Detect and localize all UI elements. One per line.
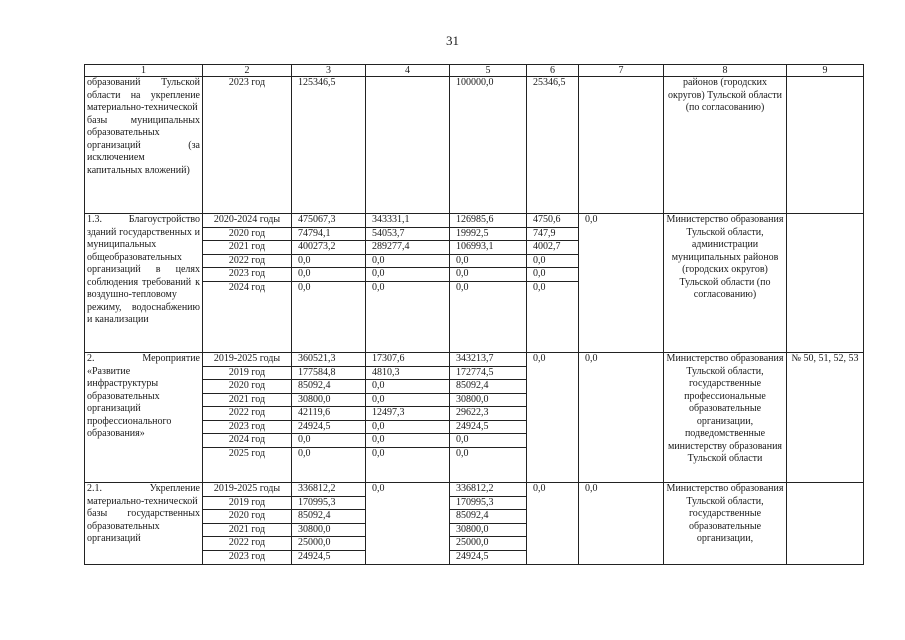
activity-name: 2.1. Укрепление материально-технической базы государственных образовательных организаций (87, 483, 200, 544)
total-amount-cell-value: 85092,4 (292, 380, 365, 394)
regional-budget-cell-value: 0,0 (456, 447, 469, 459)
federal-budget-cell-value: 0,0 (366, 421, 449, 435)
total-amount-cell-value: 74794,1 (292, 228, 365, 242)
total-amount-cell-value: 0,0 (292, 268, 365, 282)
executor-cell (664, 214, 787, 353)
local-budget-cell-value: 4750,6 (527, 214, 578, 228)
regional-budget-cell-value: 30800,0 (450, 394, 526, 408)
regional-budget-cell-value: 100000,0 (456, 77, 494, 88)
total-amount-cell-value: 24924,5 (298, 550, 331, 562)
regional-budget-cell-value: 25000,0 (450, 537, 526, 551)
regional-budget-cell-value: 24924,5 (456, 550, 489, 562)
period-cell-value: 2021 год (203, 241, 291, 255)
activity-name-cell (85, 77, 203, 214)
regional-budget-cell-value: 170995,3 (450, 497, 526, 511)
regional-budget-cell-value: 24924,5 (450, 421, 526, 435)
total-amount-cell-value: 475067,3 (292, 214, 365, 228)
regional-budget-cell-value: 19992,5 (450, 228, 526, 242)
table-row (85, 214, 864, 353)
total-amount-cell (292, 483, 366, 565)
col-number-6: 6 (527, 65, 579, 77)
regional-budget-cell (450, 353, 527, 483)
table-row (85, 353, 864, 483)
col-number-7: 7 (579, 65, 664, 77)
regional-budget-cell (450, 214, 527, 353)
period-cell-value: 2021 год (203, 394, 291, 408)
regional-budget-cell-value: 336812,2 (450, 483, 526, 497)
period-cell-value: 2021 год (203, 524, 291, 538)
executor-cell (664, 483, 787, 565)
total-amount-cell-value: 42119,6 (292, 407, 365, 421)
total-amount-cell-value: 85092,4 (292, 510, 365, 524)
regional-budget-cell-value: 0,0 (450, 434, 526, 448)
federal-budget-cell-value: 289277,4 (366, 241, 449, 255)
total-amount-cell-value: 360521,3 (292, 353, 365, 367)
extrabudget-cell-value: 0,0 (585, 483, 598, 494)
local-budget-cell (527, 214, 579, 353)
period-cell-value: 2022 год (203, 407, 291, 421)
local-budget-cell (527, 483, 579, 565)
period-cell (203, 214, 292, 353)
period-cell-value: 2023 год (228, 550, 266, 562)
period-cell-value: 2020 год (203, 380, 291, 394)
total-amount-cell-value: 0,0 (298, 447, 311, 459)
col-number-8: 8 (664, 65, 787, 77)
extrabudget-cell-value: 0,0 (585, 353, 598, 364)
federal-budget-cell-value: 54053,7 (366, 228, 449, 242)
local-budget-cell-value: 0,0 (527, 268, 578, 282)
regional-budget-cell (450, 77, 527, 214)
regional-budget-cell-value: 0,0 (456, 281, 469, 293)
table-row (85, 483, 864, 565)
total-amount-cell-value: 400273,2 (292, 241, 365, 255)
federal-budget-cell-value: 0,0 (366, 255, 449, 269)
extrabudget-cell-value: 0,0 (585, 214, 598, 225)
federal-budget-cell (366, 77, 450, 214)
indicator-cell (787, 353, 864, 483)
local-budget-cell-value: 0,0 (533, 483, 546, 494)
activity-name: 1.3. Благоустройство зданий государственных и муниципальных общеобразовательных организаций в целях соблюдения требований к воздушно-тепловому режиму, водоснабжению и канализации (87, 214, 200, 325)
federal-budget-cell-value: 12497,3 (366, 407, 449, 421)
total-amount-cell-value: 0,0 (292, 255, 365, 269)
period-cell-value: 2019 год (203, 367, 291, 381)
federal-budget-cell-value: 343331,1 (366, 214, 449, 228)
federal-budget-cell-value (366, 77, 449, 90)
regional-budget-cell-value: 172774,5 (450, 367, 526, 381)
regional-budget-cell-value: 126985,6 (450, 214, 526, 228)
indicator-cell (787, 483, 864, 565)
col-number-5: 5 (450, 65, 527, 77)
federal-budget-cell-value: 0,0 (366, 268, 449, 282)
total-amount-cell-value: 30800,0 (292, 394, 365, 408)
local-budget-cell-value: 4002,7 (527, 241, 578, 255)
page-number: 31 (446, 33, 459, 48)
total-amount-cell-value: 25000,0 (292, 537, 365, 551)
period-cell-value: 2022 год (203, 537, 291, 551)
regional-budget-cell-value: 343213,7 (450, 353, 526, 367)
federal-budget-cell-value: 0,0 (372, 447, 385, 459)
total-amount-cell-value: 0,0 (298, 281, 311, 293)
regional-budget-cell-value: 85092,4 (450, 510, 526, 524)
federal-budget-cell-value: 0,0 (366, 380, 449, 394)
activity-name: образований Тульской области на укрепление материально-технической базы муниципальных образовательных организаций (за исключением капитальных вложений) (87, 77, 200, 176)
federal-budget-cell (366, 483, 450, 565)
federal-budget-cell-value: 0,0 (366, 394, 449, 408)
period-cell-value: 2023 год (228, 77, 266, 88)
extrabudget-cell (579, 483, 664, 565)
total-amount-cell (292, 353, 366, 483)
local-budget-cell-value: 0,0 (533, 281, 546, 293)
period-cell-value: 2022 год (203, 255, 291, 269)
regional-budget-cell-value: 30800,0 (450, 524, 526, 538)
activity-name-cell (85, 483, 203, 565)
federal-budget-cell-value: 0,0 (366, 434, 449, 448)
indicator-cell (787, 214, 864, 353)
regional-budget-cell-value: 29622,3 (450, 407, 526, 421)
activity-name: 2. Мероприятие «Развитие инфраструктуры образовательных организаций профессионального образования» (87, 353, 200, 439)
executor-text: Министерство образования Тульской области, администрации муниципальных районов (городских округов) Тульской области (по согласованию) (666, 214, 784, 300)
total-amount-cell (292, 214, 366, 353)
period-cell-value: 2020-2024 годы (203, 214, 291, 228)
executor-text: Министерство образования Тульской области, государственные профессиональные образовательные организации, подведомственные министерству образования Тульской области (666, 353, 784, 464)
period-cell-value: 2020 год (203, 228, 291, 242)
federal-budget-cell (366, 353, 450, 483)
period-cell-value: 2019 год (203, 497, 291, 511)
regional-budget-cell (450, 483, 527, 565)
executor-text: районов (городских округов) Тульской области (по согласованию) (668, 77, 782, 113)
period-cell-value: 2023 год (203, 421, 291, 435)
regional-budget-cell-value: 106993,1 (450, 241, 526, 255)
col-number-2: 2 (203, 65, 292, 77)
indicator-cell (787, 77, 864, 214)
total-amount-cell-value: 24924,5 (292, 421, 365, 435)
indicator-refs: № 50, 51, 52, 53 (791, 353, 859, 364)
period-cell (203, 483, 292, 565)
column-number-row (85, 65, 864, 77)
total-amount-cell-value: 30800,0 (292, 524, 365, 538)
total-amount-cell-value: 336812,2 (292, 483, 365, 497)
total-amount-cell-value: 170995,3 (292, 497, 365, 511)
extrabudget-cell-value (579, 77, 663, 90)
executor-text: Министерство образования Тульской области, государственные образовательные организации, (666, 483, 784, 544)
period-cell-value: 2019-2025 годы (203, 483, 291, 497)
total-amount-cell (292, 77, 366, 214)
total-amount-cell-value: 177584,8 (292, 367, 365, 381)
regional-budget-cell-value: 85092,4 (450, 380, 526, 394)
total-amount-cell-value: 125346,5 (298, 77, 336, 88)
executor-cell (664, 353, 787, 483)
col-number-9: 9 (787, 65, 864, 77)
local-budget-cell-value: 25346,5 (533, 77, 566, 88)
extrabudget-cell (579, 77, 664, 214)
federal-budget-cell-value: 0,0 (372, 483, 385, 494)
local-budget-cell (527, 77, 579, 214)
budget-table (84, 64, 864, 565)
federal-budget-cell-value: 4810,3 (366, 367, 449, 381)
period-cell-value: 2024 год (203, 434, 291, 448)
total-amount-cell-value: 0,0 (292, 434, 365, 448)
period-cell (203, 353, 292, 483)
local-budget-cell-value: 747,9 (527, 228, 578, 242)
regional-budget-cell-value: 0,0 (450, 255, 526, 269)
period-cell-value: 2020 год (203, 510, 291, 524)
federal-budget-cell-value: 17307,6 (366, 353, 449, 367)
table-row (85, 77, 864, 214)
period-cell-value: 2023 год (203, 268, 291, 282)
col-number-3: 3 (292, 65, 366, 77)
period-cell-value: 2024 год (228, 281, 266, 293)
col-number-4: 4 (366, 65, 450, 77)
activity-name-cell (85, 353, 203, 483)
extrabudget-cell (579, 353, 664, 483)
local-budget-cell-value: 0,0 (527, 255, 578, 269)
activity-name-cell (85, 214, 203, 353)
col-number-1: 1 (85, 65, 203, 77)
executor-cell (664, 77, 787, 214)
federal-budget-cell (366, 214, 450, 353)
regional-budget-cell-value: 0,0 (450, 268, 526, 282)
period-cell-value: 2025 год (228, 447, 266, 459)
local-budget-cell (527, 353, 579, 483)
period-cell (203, 77, 292, 214)
extrabudget-cell (579, 214, 664, 353)
federal-budget-cell-value: 0,0 (372, 281, 385, 293)
period-cell-value: 2019-2025 годы (203, 353, 291, 367)
local-budget-cell-value: 0,0 (533, 353, 546, 364)
